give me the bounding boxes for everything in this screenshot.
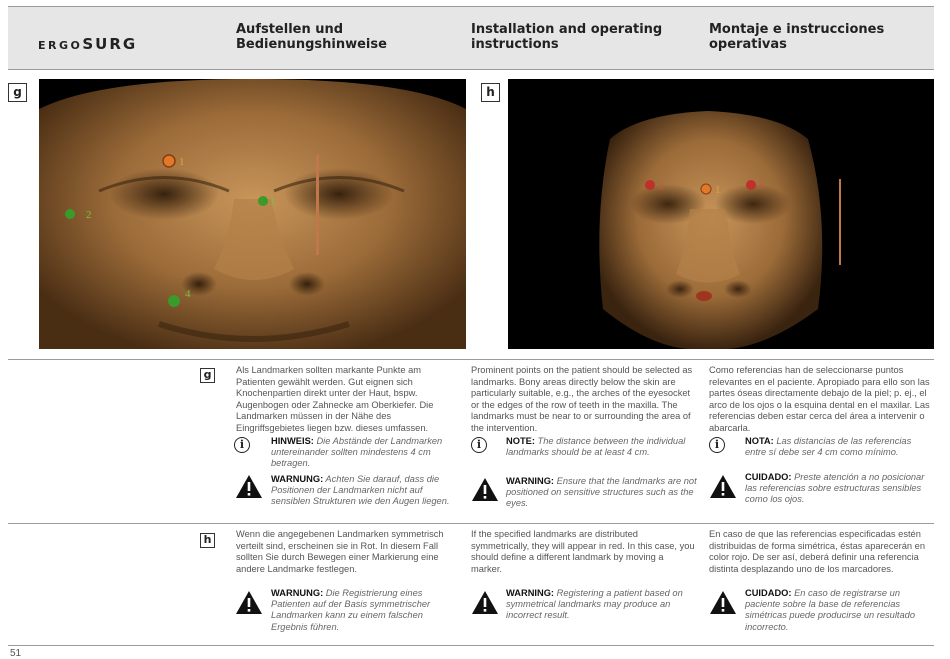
warning-icon	[235, 474, 263, 499]
warning-icon	[709, 474, 737, 499]
note-g-spanish: NOTA: Las distancias de las referencias entre sí debe ser 4 cm como mínimo.	[745, 436, 912, 458]
section-divider-middle	[8, 523, 934, 524]
warning-h-spanish: CUIDADO: En caso de registrarse un paciente sobre la base de referencias simétricas puede producirse un resultado incorrecto.	[745, 588, 916, 632]
warning-icon	[471, 590, 499, 615]
svg-text:1: 1	[715, 184, 721, 196]
section-g-text-english: Prominent points on the patient should be selected as landmarks. Bony areas directly below the skin are particularly suitable, e.g., the arches of the eyesocket or the edges of the row of teeth in the maxilla. The landmarks must be near to or surrounding the area of the intervention.	[471, 365, 693, 433]
page-header	[8, 6, 934, 70]
warning-icon	[235, 590, 263, 615]
section-label-h: h	[200, 533, 215, 548]
info-icon: i	[471, 437, 487, 453]
warning-h-english: WARNING: Registering a patient based on symmetrical landmarks may produce an incorrect result.	[506, 588, 683, 621]
svg-text:4: 4	[185, 288, 191, 300]
warning-g-spanish: CUIDADO: Preste atención a no posicionar las referencias sobre estructuras sensibles como los ojos.	[745, 472, 925, 505]
section-label-g: g	[200, 368, 215, 383]
title-german: Aufstellen und Bedienungshinweise	[236, 22, 387, 52]
warning-icon	[709, 590, 737, 615]
face-scan-h-graphic	[508, 79, 934, 349]
section-g-text-german: Als Landmarken sollten markante Punkte am Patienten gewählt werden. Gut eignen sich Knochenpartien direkt unter der Haut, bspw. Augenbogen oder Zahnecke am Oberkiefer. Die Landmarken müssen in der Nähe des Eingriffsgebietes liegen bzw. dieses umfassen.	[236, 365, 434, 433]
figure-label-g: g	[8, 83, 27, 102]
section-g-text-spanish: Como referencias han de seleccionarse puntos relevantes en el paciente. Apropiado para ello son las partes óseas directamente debajo de la piel; p. ej., el arco de los ojos o la esquina dental en el maxilar. Las referencias deben estar cerca del área a intervenir o abarcarla.	[709, 365, 930, 433]
svg-text:2: 2	[86, 209, 92, 221]
face-scan-g-graphic	[39, 79, 466, 349]
warning-g-german: WARNUNG: Achten Sie darauf, dass die Positionen der Landmarken nicht auf sensiblen Strukturen wie den Augen liegen.	[271, 474, 450, 507]
page-number: 51	[10, 648, 22, 659]
svg-text:1: 1	[179, 156, 185, 168]
title-english: Installation and operating instructions	[471, 22, 663, 52]
note-g-english: NOTE: The distance between the individual landmarks should be at least 4 cm.	[506, 436, 686, 458]
note-g-german: HINWEIS: Die Abstände der Landmarken untereinander sollten mindestens 4 cm betragen.	[271, 436, 443, 469]
section-h-text-english: If the specified landmarks are distributed symmetrically, they will appear in red. In this case, you should define a different landmark by moving a marker.	[471, 529, 695, 574]
face-scan-image-g	[39, 79, 466, 349]
warning-h-german: WARNUNG: Die Registrierung eines Patienten auf der Basis symmetrischer Landmarken kann zu einem falschen Ergebnis führen.	[271, 588, 431, 632]
svg-text:3: 3	[269, 196, 275, 208]
svg-text:2: 2	[658, 180, 664, 192]
title-spanish: Montaje e instrucciones operativas	[709, 22, 885, 52]
face-scan-image-h	[508, 79, 934, 349]
info-icon: i	[234, 437, 250, 453]
section-divider-top	[8, 359, 934, 360]
warning-icon	[471, 477, 499, 502]
figure-label-h: h	[481, 83, 500, 102]
warning-g-english: WARNING: Ensure that the landmarks are not positioned on sensitive structures such as the eyes.	[506, 476, 697, 509]
svg-text:3: 3	[758, 180, 764, 192]
section-divider-bottom	[8, 645, 934, 646]
section-h-text-german: Wenn die angegebenen Landmarken symmetrisch verteilt sind, erscheinen sie in Rot. In diesem Fall sollten Sie durch Bewegen einer Markierung eine andere Landmarke festlegen.	[236, 529, 444, 574]
ergosurg-logo: ERGOSURG	[38, 35, 138, 53]
section-h-text-spanish: En caso de que las referencias especificadas estén distribuidas de forma simétrica, éstas aparecerán en color rojo. De ser así, deberá definir una referencia distinta desplazando uno de los marcadores.	[709, 529, 925, 574]
info-icon: i	[709, 437, 725, 453]
